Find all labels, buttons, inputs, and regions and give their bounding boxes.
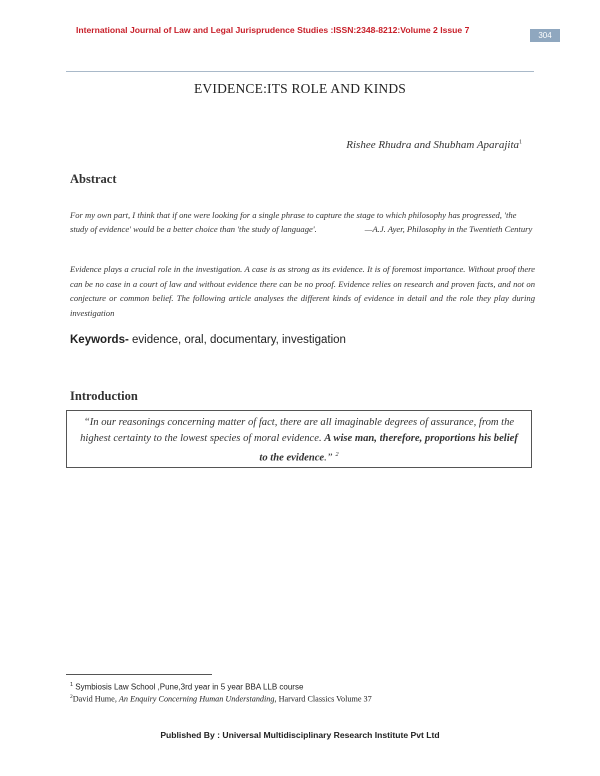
author-footnote-marker: 1 bbox=[519, 139, 522, 146]
epigraph-attribution: —A.J. Ayer, Philosophy in the Twentieth Century bbox=[364, 224, 533, 235]
footnote-2-book-title: An Enquiry Concerning Human Understanding, bbox=[118, 694, 277, 704]
article-title: EVIDENCE:ITS ROLE AND KINDS bbox=[193, 81, 406, 96]
quote-bold-text: A wise man, therefore, proportions his belief to the evidence bbox=[259, 433, 518, 464]
keywords-label: Keywords- bbox=[70, 334, 129, 346]
footnote-2-marker: 2 bbox=[70, 694, 73, 700]
footnote-2-rest: Harvard Classics Volume 37 bbox=[276, 694, 372, 704]
footnote-divider bbox=[66, 674, 212, 675]
footnote-2 bbox=[70, 694, 372, 704]
epigraph bbox=[70, 208, 535, 237]
page-number-badge: 304 bbox=[530, 29, 560, 42]
authors bbox=[346, 139, 522, 151]
quote-text: “In our reasonings concerning matter of fact, there are all imaginable degrees of assurance, from the highest certainty to the lowest species of moral evidence. bbox=[80, 417, 515, 444]
hume-quote-box bbox=[66, 410, 532, 468]
keywords-values: evidence, oral, documentary, investigation bbox=[128, 334, 346, 346]
footnote-1-text: Symbiosis Law School ,Pune,3rd year in 5 year BBA LLB course bbox=[73, 682, 304, 692]
keywords bbox=[70, 334, 346, 346]
footnote-1 bbox=[70, 682, 303, 692]
abstract-heading: Abstract bbox=[70, 172, 117, 186]
introduction-heading: Introduction bbox=[70, 389, 138, 403]
journal-header: International Journal of Law and Legal Jurisprudence Studies :ISSN:2348-8212:Volume 2 Issue 7 bbox=[76, 25, 470, 35]
header-divider bbox=[66, 71, 534, 72]
quote-footnote-marker: 2 bbox=[335, 451, 339, 458]
publisher-footer: Published By : Universal Multidisciplinary Research Institute Pvt Ltd bbox=[160, 730, 440, 740]
epigraph-text: For my own part, I think that if one were looking for a single phrase to capture the stage to which philosophy has progressed, 'the study of evidence' would be a better choice than 'the study of language'. bbox=[70, 210, 517, 235]
footnote-2-author: David Hume, bbox=[72, 694, 119, 704]
abstract-body: Evidence plays a crucial role in the investigation. A case is as strong as its evidence. It is of foremost importance. Without proof there can be no case in a court of law and without evidence there can be no proof. Evidence relies on research and proven facts, and not on conjecture or common belief. The following article analyses the different kinds of evidence in detail and the role they play during investigation bbox=[70, 264, 535, 318]
author-names: Rishee Rhudra and Shubham Aparajita bbox=[346, 139, 519, 151]
quote-end: .” bbox=[324, 452, 336, 464]
footnote-1-marker: 1 bbox=[70, 682, 74, 688]
